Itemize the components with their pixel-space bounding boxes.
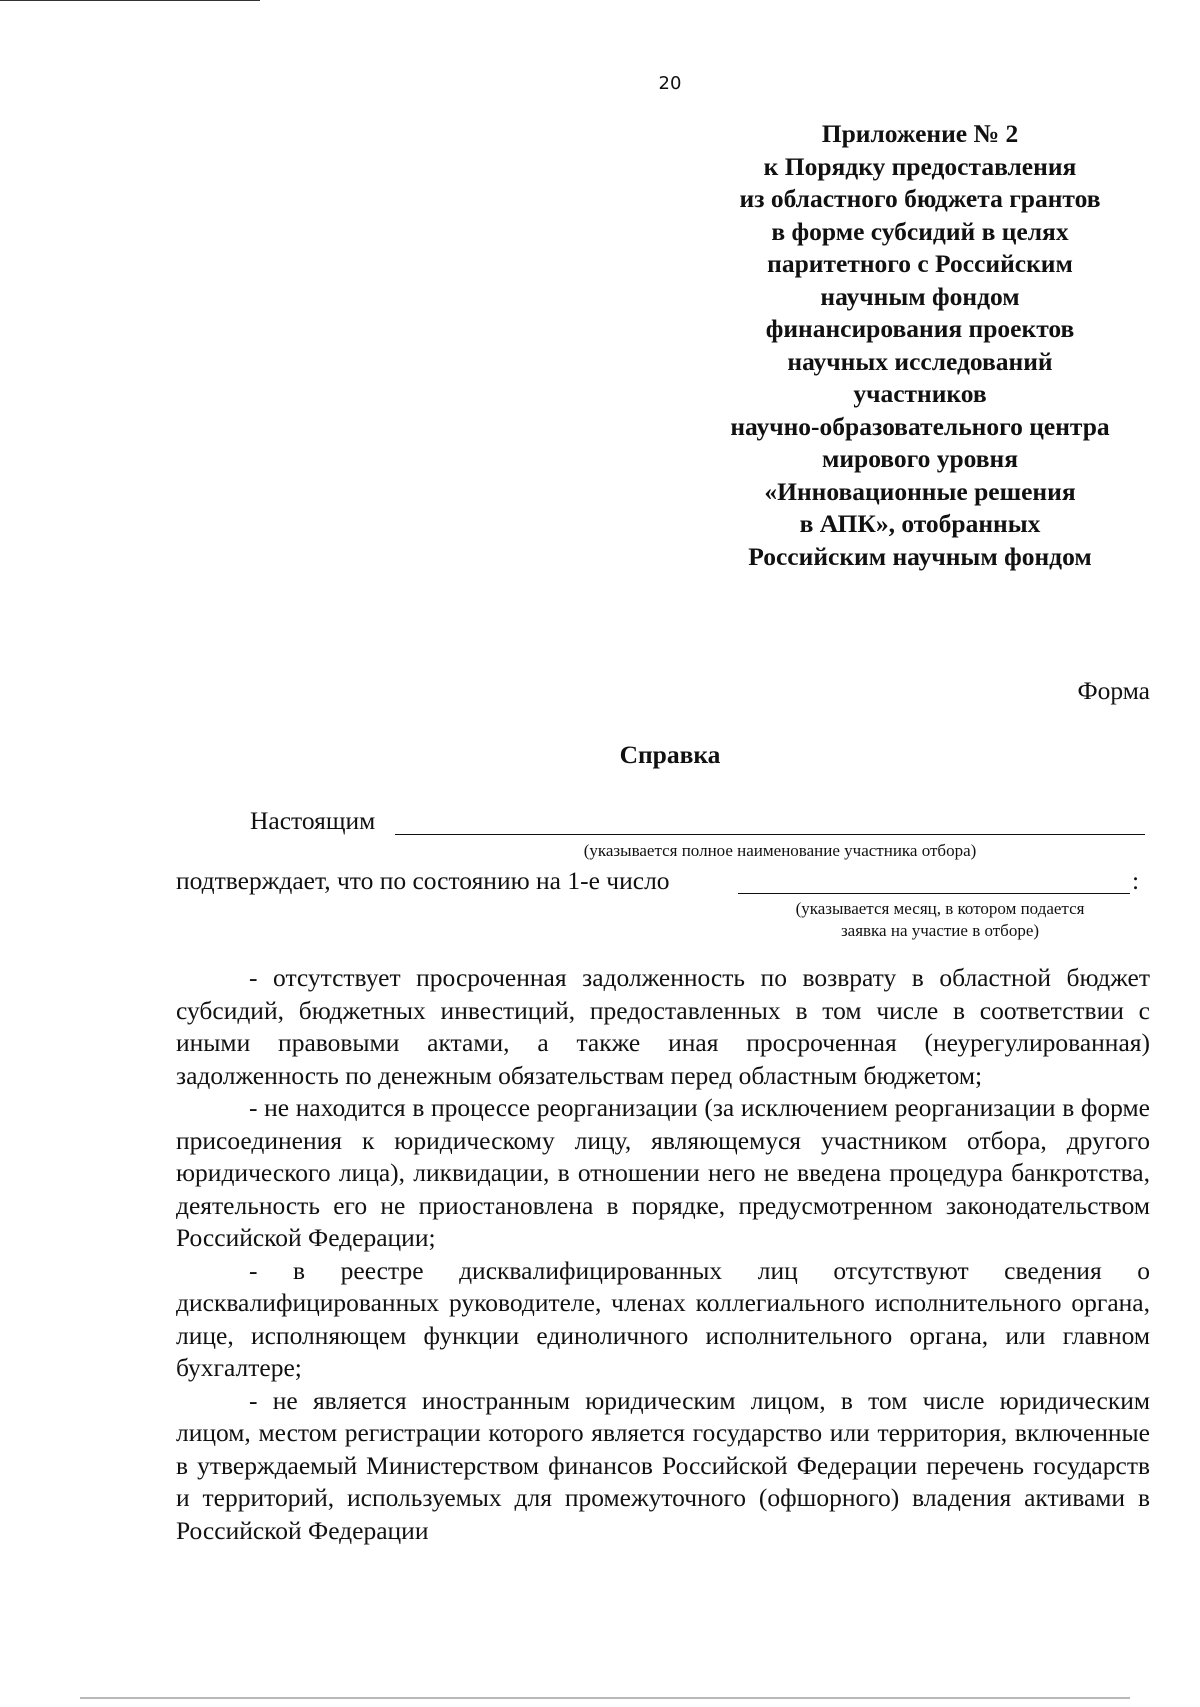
date-suffix: : <box>1132 866 1140 895</box>
scan-edge-mark <box>0 0 260 1</box>
paragraph: - не является иностранным юридическим лицом, в том числе юридическим лицом, местом регистрации которого является государство или территория, включенные в утверждаемый Министерством финансов Российской Федерации перечень государств и территорий, используемых для промежуточного (офшорного) владения активами в Российской Федерации <box>176 1385 1150 1545</box>
certificate-body <box>176 962 1150 1547</box>
annex-title-line: научно-образовательного центра <box>730 411 1110 441</box>
form-label: Форма <box>1077 676 1150 705</box>
annex-title-line: участников <box>853 379 987 408</box>
paragraph: - отсутствует просроченная задолженность по возврату в областной бюджет субсидий, бюджетных инвестиций, предоставленных в том числе в соответствии с иными правовыми актами, а также иная просроченная (неурегулированная) задолженность по денежным обязательствам перед областным бюджетом; <box>176 963 1150 1090</box>
date-label: подтверждает, что по состоянию на 1-е число <box>176 866 670 895</box>
annex-title-line: Российским научным фондом <box>748 541 1092 571</box>
annex-title-line: паритетного с Российским <box>767 249 1073 278</box>
annex-title-line: к Порядку предоставления <box>763 151 1077 181</box>
annex-title-line: мирового уровня <box>821 444 1019 473</box>
annex-title-line: научных исследований <box>787 346 1053 376</box>
annex-title-line: «Инновационные решения <box>764 476 1076 506</box>
annex-title-line: из областного бюджета грантов <box>739 184 1101 213</box>
annex-title-line: научным фондом <box>820 281 1020 311</box>
scan-edge-mark <box>80 1697 1130 1699</box>
date-hint-line: (указывается месяц, в котором подается <box>795 899 1085 918</box>
annex-title-line: в форме субсидий в целях <box>771 216 1069 246</box>
page-number: 20 <box>658 73 682 94</box>
participant-name-field[interactable] <box>395 834 1145 835</box>
participant-hint: (указывается полное наименование участника отбора) <box>583 841 977 860</box>
date-hint-line: заявка на участие в отборе) <box>840 921 1040 940</box>
annex-title-line: в АПК», отобранных <box>799 509 1041 538</box>
annex-title-line: Приложение № 2 <box>821 119 1019 148</box>
date-hint <box>740 898 1140 942</box>
annex-title <box>700 118 1140 573</box>
paragraph: - в реестре дисквалифицированных лиц отсутствуют сведения о дисквалифицированных руководителе, членах коллегиального исполнительного органа, лице, исполняющем функции единоличного исполнительного органа, или главном бухгалтере; <box>176 1255 1150 1382</box>
paragraph: - не находится в процессе реорганизации (за исключением реорганизации в форме присоединения к юридическому лицу, являющемуся участником отбора, другого юридического лица), ликвидации, в отношении него не введена процедура банкротства, деятельность его не приостановлена в порядке, предусмотренном законодательством Российской Федерации; <box>176 1093 1150 1252</box>
annex-title-line: финансирования проектов <box>765 314 1075 343</box>
document-title: Справка <box>619 740 721 769</box>
month-field[interactable] <box>738 893 1130 894</box>
participant-label: Настоящим <box>250 806 376 835</box>
